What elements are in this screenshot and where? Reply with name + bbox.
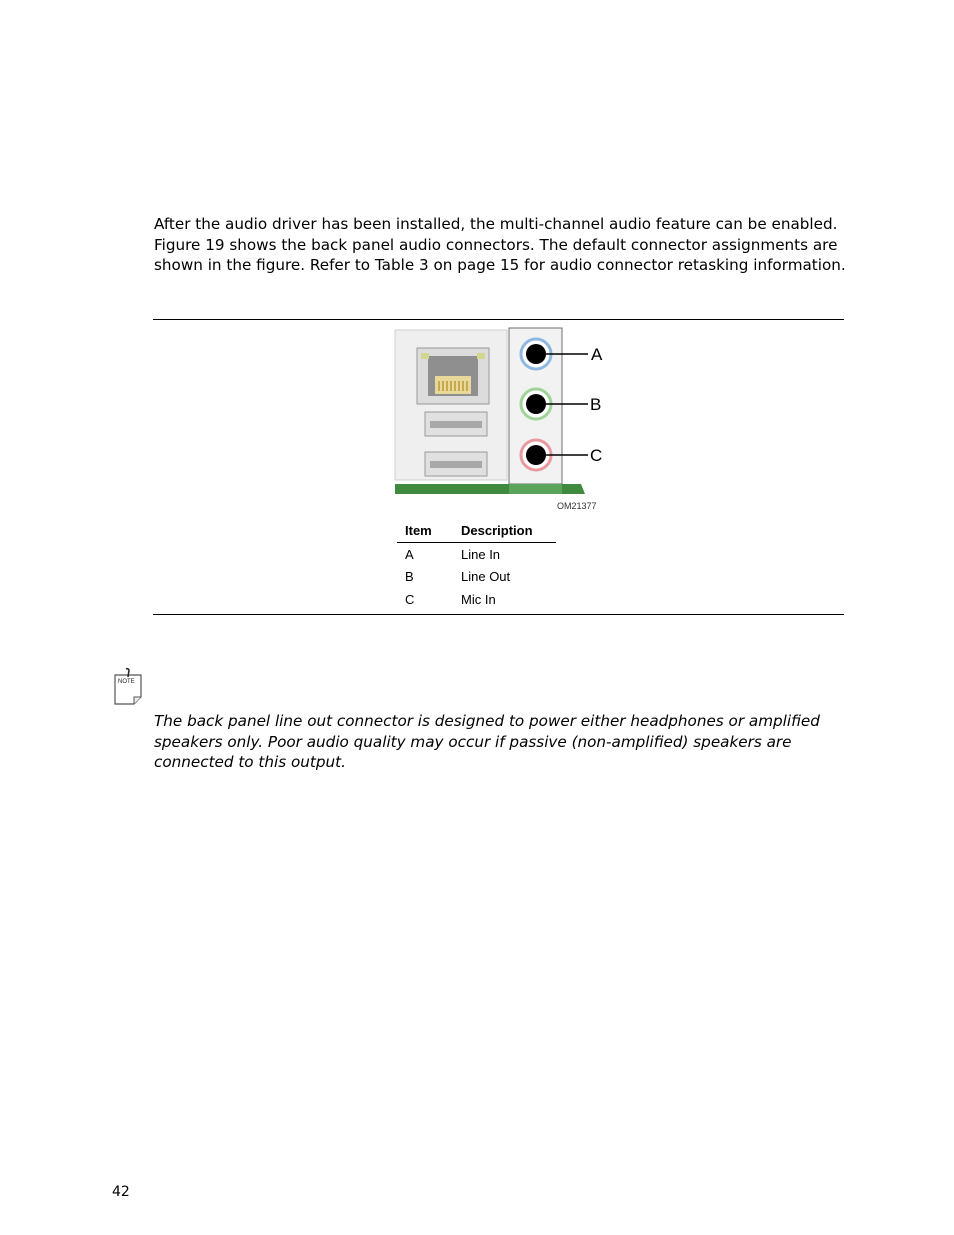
legend-item-cell: B [405,569,414,585]
note-text: The back panel line out connector is designed to power either headphones or amplified speakers only. Poor audio quality may occur if passive (non-amplified) speakers are connected to this output. [154,712,820,772]
legend-item-cell: C [405,591,415,607]
table-row [397,543,556,566]
drawing-id: OM21377 [557,501,597,511]
legend-description-cell: Line Out [461,569,511,585]
legend-description-cell: Line In [461,546,501,562]
legend-header-item: Item [397,520,453,543]
legend-item-cell: A [405,546,414,562]
callout-a: A [591,345,603,364]
figure-bottom-rule [153,614,844,615]
page-number: 42 [112,1184,130,1200]
legend-header-row [397,520,556,543]
note-icon [112,667,144,707]
legend-description-cell: Mic In [461,591,496,607]
intro-paragraph: After the audio driver has been installed, the multi-channel audio feature can be enabled. Figure 19 shows the back panel audio connectors. The default connector assignments are shown in the figure. Refer to Table 3 on page 15 for audio connector retasking information. [154,215,846,275]
svg-text:NOTE: NOTE [118,679,135,685]
table-row [397,588,556,611]
back-panel-audio-connectors-illustration [393,326,605,512]
callout-b: B [590,395,602,414]
legend-header-description: Description [453,520,556,543]
callout-c: C [590,446,603,465]
connector-legend-table [397,520,556,611]
figure-top-rule [153,319,844,320]
table-row [397,566,556,589]
